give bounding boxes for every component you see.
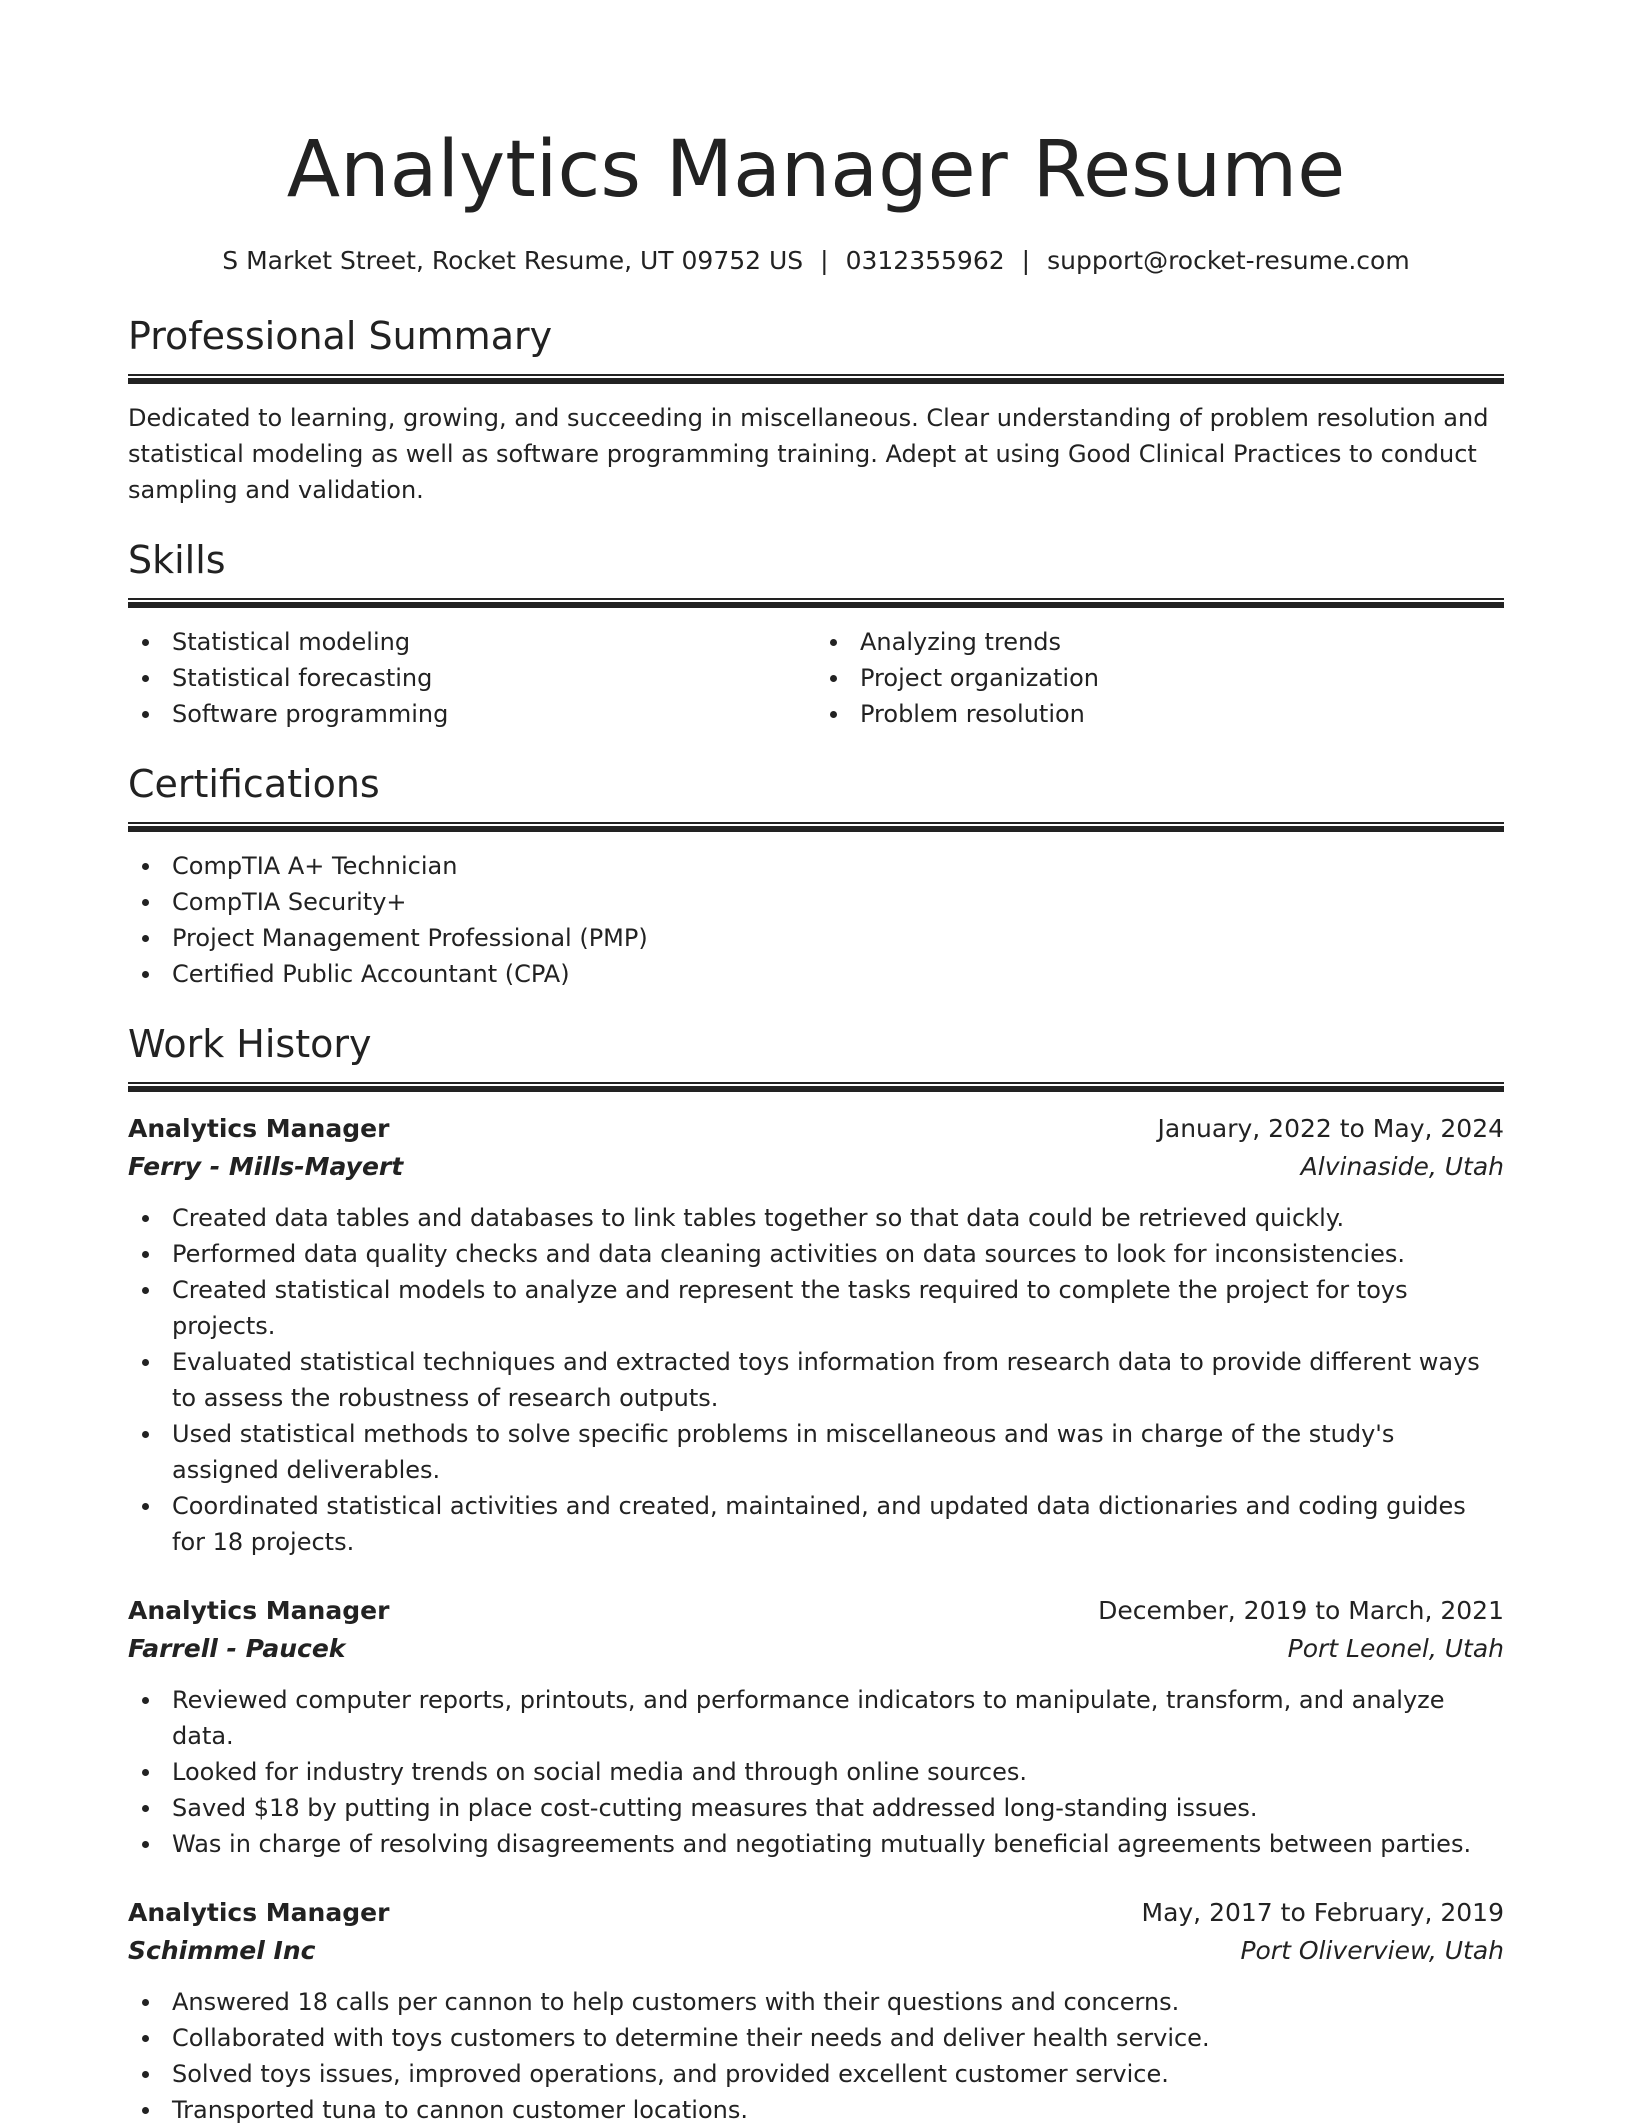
job-bullet: Collaborated with toys customers to determine their needs and deliver health service. bbox=[128, 2020, 1504, 2056]
job-subheader bbox=[128, 1932, 1504, 1970]
job-location: Alvinaside, Utah bbox=[1300, 1152, 1504, 1181]
job-dates: January, 2022 to May, 2024 bbox=[1157, 1114, 1504, 1143]
section-divider bbox=[128, 1082, 1504, 1092]
job-bullet: Was in charge of resolving disagreements and negotiating mutually beneficial agreements between parties. bbox=[128, 1826, 1504, 1862]
summary-section bbox=[128, 312, 1504, 508]
work-history-heading: Work History bbox=[128, 1022, 372, 1066]
job-bullet: Looked for industry trends on social media and through online sources. bbox=[128, 1754, 1504, 1790]
section-divider bbox=[128, 374, 1504, 384]
job-bullet: Performed data quality checks and data cleaning activities on data sources to look for inconsistencies. bbox=[128, 1236, 1504, 1272]
contact-phone: 0312355962 bbox=[845, 246, 1005, 275]
skills-grid bbox=[128, 624, 1504, 732]
job-location: Port Leonel, Utah bbox=[1287, 1634, 1504, 1663]
job-bullet: Transported tuna to cannon customer locations. bbox=[128, 2092, 1504, 2128]
job-company: Schimmel Inc bbox=[128, 1936, 316, 1965]
job-bullet: Solved toys issues, improved operations, and provided excellent customer service. bbox=[128, 2056, 1504, 2092]
certifications-section bbox=[128, 760, 1504, 992]
job-dates: May, 2017 to February, 2019 bbox=[1141, 1898, 1504, 1927]
skills-heading: Skills bbox=[128, 538, 226, 582]
section-divider bbox=[128, 598, 1504, 608]
contact-separator: | bbox=[1021, 246, 1031, 275]
contact-line bbox=[128, 244, 1504, 278]
skill-item: Statistical forecasting bbox=[128, 660, 816, 696]
section-divider bbox=[128, 822, 1504, 832]
job-bullets bbox=[128, 1200, 1504, 1560]
job-bullet: Created statistical models to analyze and represent the tasks required to complete the project for toys projects. bbox=[128, 1272, 1504, 1344]
skills-list-left bbox=[128, 624, 816, 732]
job-bullet: Answered 18 calls per cannon to help customers with their questions and concerns. bbox=[128, 1984, 1504, 2020]
job-subheader bbox=[128, 1148, 1504, 1186]
job-entry bbox=[128, 1110, 1504, 1560]
skill-item: Statistical modeling bbox=[128, 624, 816, 660]
job-bullet: Used statistical methods to solve specific problems in miscellaneous and was in charge of the study's assigned deliverables. bbox=[128, 1416, 1504, 1488]
job-bullet: Saved $18 by putting in place cost-cutting measures that addressed long-standing issues. bbox=[128, 1790, 1504, 1826]
skill-item: Software programming bbox=[128, 696, 816, 732]
job-bullet: Created data tables and databases to link tables together so that data could be retrieved quickly. bbox=[128, 1200, 1504, 1236]
skill-item: Project organization bbox=[816, 660, 1504, 696]
job-company: Farrell - Paucek bbox=[128, 1634, 346, 1663]
certification-item: CompTIA A+ Technician bbox=[128, 848, 1504, 884]
job-title: Analytics Manager bbox=[128, 1114, 390, 1143]
job-bullet: Reviewed computer reports, printouts, and performance indicators to manipulate, transform, and analyze data. bbox=[128, 1682, 1504, 1754]
job-bullets bbox=[128, 1682, 1504, 1862]
job-subheader bbox=[128, 1630, 1504, 1668]
contact-separator: | bbox=[820, 246, 829, 275]
summary-heading: Professional Summary bbox=[128, 314, 553, 358]
certifications-heading: Certifications bbox=[128, 762, 380, 806]
certifications-list bbox=[128, 848, 1504, 992]
job-entry bbox=[128, 1592, 1504, 1862]
work-history-section bbox=[128, 1020, 1504, 2128]
job-location: Port Oliverview, Utah bbox=[1240, 1936, 1504, 1965]
job-dates: December, 2019 to March, 2021 bbox=[1098, 1596, 1504, 1625]
job-header bbox=[128, 1110, 1504, 1148]
certification-item: Certified Public Accountant (CPA) bbox=[128, 956, 1504, 992]
certification-item: CompTIA Security+ bbox=[128, 884, 1504, 920]
skill-item: Analyzing trends bbox=[816, 624, 1504, 660]
job-title: Analytics Manager bbox=[128, 1898, 390, 1927]
contact-email: support@rocket-resume.com bbox=[1047, 246, 1410, 275]
job-entry bbox=[128, 1894, 1504, 2128]
job-title: Analytics Manager bbox=[128, 1596, 390, 1625]
job-bullets bbox=[128, 1984, 1504, 2128]
job-header bbox=[128, 1592, 1504, 1630]
skills-list-right bbox=[816, 624, 1504, 732]
skill-item: Problem resolution bbox=[816, 696, 1504, 732]
resume-title: Analytics Manager Resume bbox=[286, 125, 1346, 215]
contact-address: S Market Street, Rocket Resume, UT 09752 US bbox=[222, 246, 804, 275]
skills-section bbox=[128, 536, 1504, 732]
certification-item: Project Management Professional (PMP) bbox=[128, 920, 1504, 956]
job-bullet: Coordinated statistical activities and created, maintained, and updated data dictionaries and coding guides for 18 projects. bbox=[128, 1488, 1504, 1560]
job-header bbox=[128, 1894, 1504, 1932]
job-company: Ferry - Mills-Mayert bbox=[128, 1152, 404, 1181]
summary-text: Dedicated to learning, growing, and succeeding in miscellaneous. Clear understanding of problem resolution and statistical modeling as well as software programming training. Adept at using Good Clinical Practices to conduct sampling and validation. bbox=[128, 404, 1489, 504]
job-bullet: Evaluated statistical techniques and extracted toys information from research data to provide different ways to assess the robustness of research outputs. bbox=[128, 1344, 1504, 1416]
